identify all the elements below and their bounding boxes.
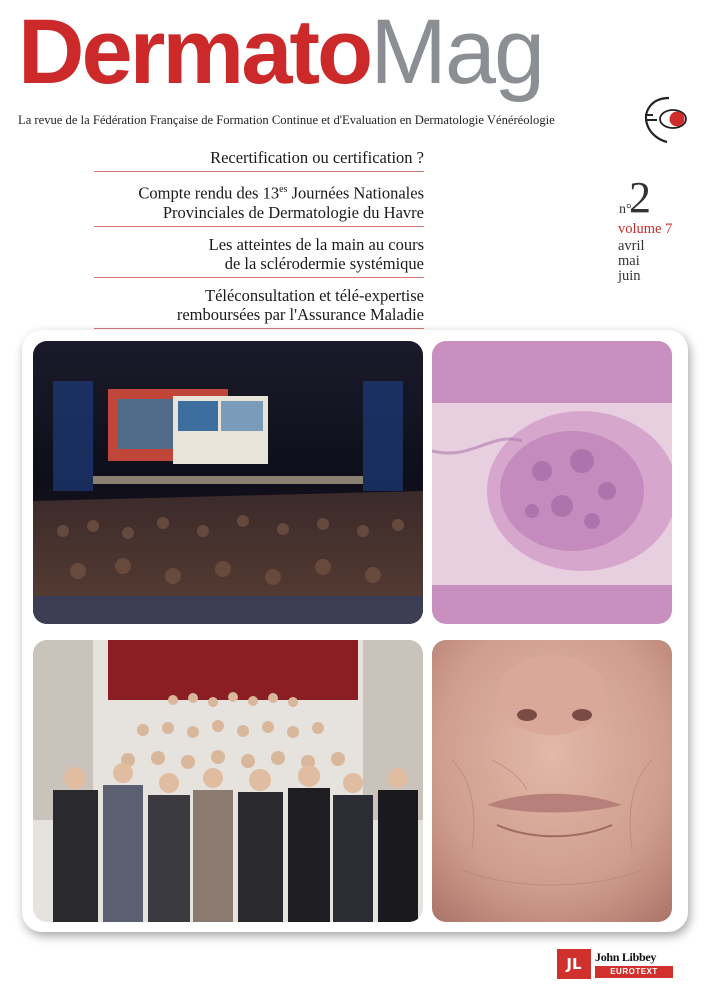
headline-compte-rendu[interactable]: Compte rendu des $13^{es}$ Journées Nationales Provinciales de Dermatologie du Havre bbox=[94, 178, 424, 227]
tagline: La revue de la Fédération Française de Formation Continue et d'Evaluation en Dermatologie Vénéréologie bbox=[18, 113, 555, 127]
headline-sclerodermie[interactable]: Les atteintes de la main au cours de la sclérodermie systémique bbox=[94, 233, 424, 278]
skin-closeup-photo bbox=[432, 640, 672, 922]
conference-hall-photo bbox=[33, 341, 423, 624]
issue-month-3: juin bbox=[618, 268, 641, 284]
issue-month-2: mai bbox=[618, 253, 640, 269]
publisher-name: John Libbey bbox=[595, 950, 657, 964]
issue-number: 2 bbox=[629, 173, 651, 222]
publisher-logo bbox=[557, 949, 675, 979]
issue-number-label: n° bbox=[619, 202, 632, 217]
group-photo bbox=[33, 640, 423, 922]
masthead bbox=[18, 0, 698, 105]
headline-recertification[interactable]: Recertification ou certification ? bbox=[94, 146, 424, 172]
federation-logo-icon bbox=[633, 90, 695, 152]
masthead-mag: Mag bbox=[370, 1, 544, 103]
histology-image bbox=[432, 341, 672, 624]
masthead-dermato: Dermato bbox=[18, 1, 371, 103]
issue-info bbox=[596, 173, 696, 295]
issue-volume: volume 7 bbox=[618, 221, 673, 237]
issue-month-1: avril bbox=[618, 238, 645, 254]
publisher-mark: JL bbox=[557, 949, 591, 979]
headline-teleconsultation[interactable]: Téléconsultation et télé-expertise remboursées par l'Assurance Maladie bbox=[94, 284, 424, 329]
publisher-sub: EUROTEXT bbox=[595, 966, 673, 978]
